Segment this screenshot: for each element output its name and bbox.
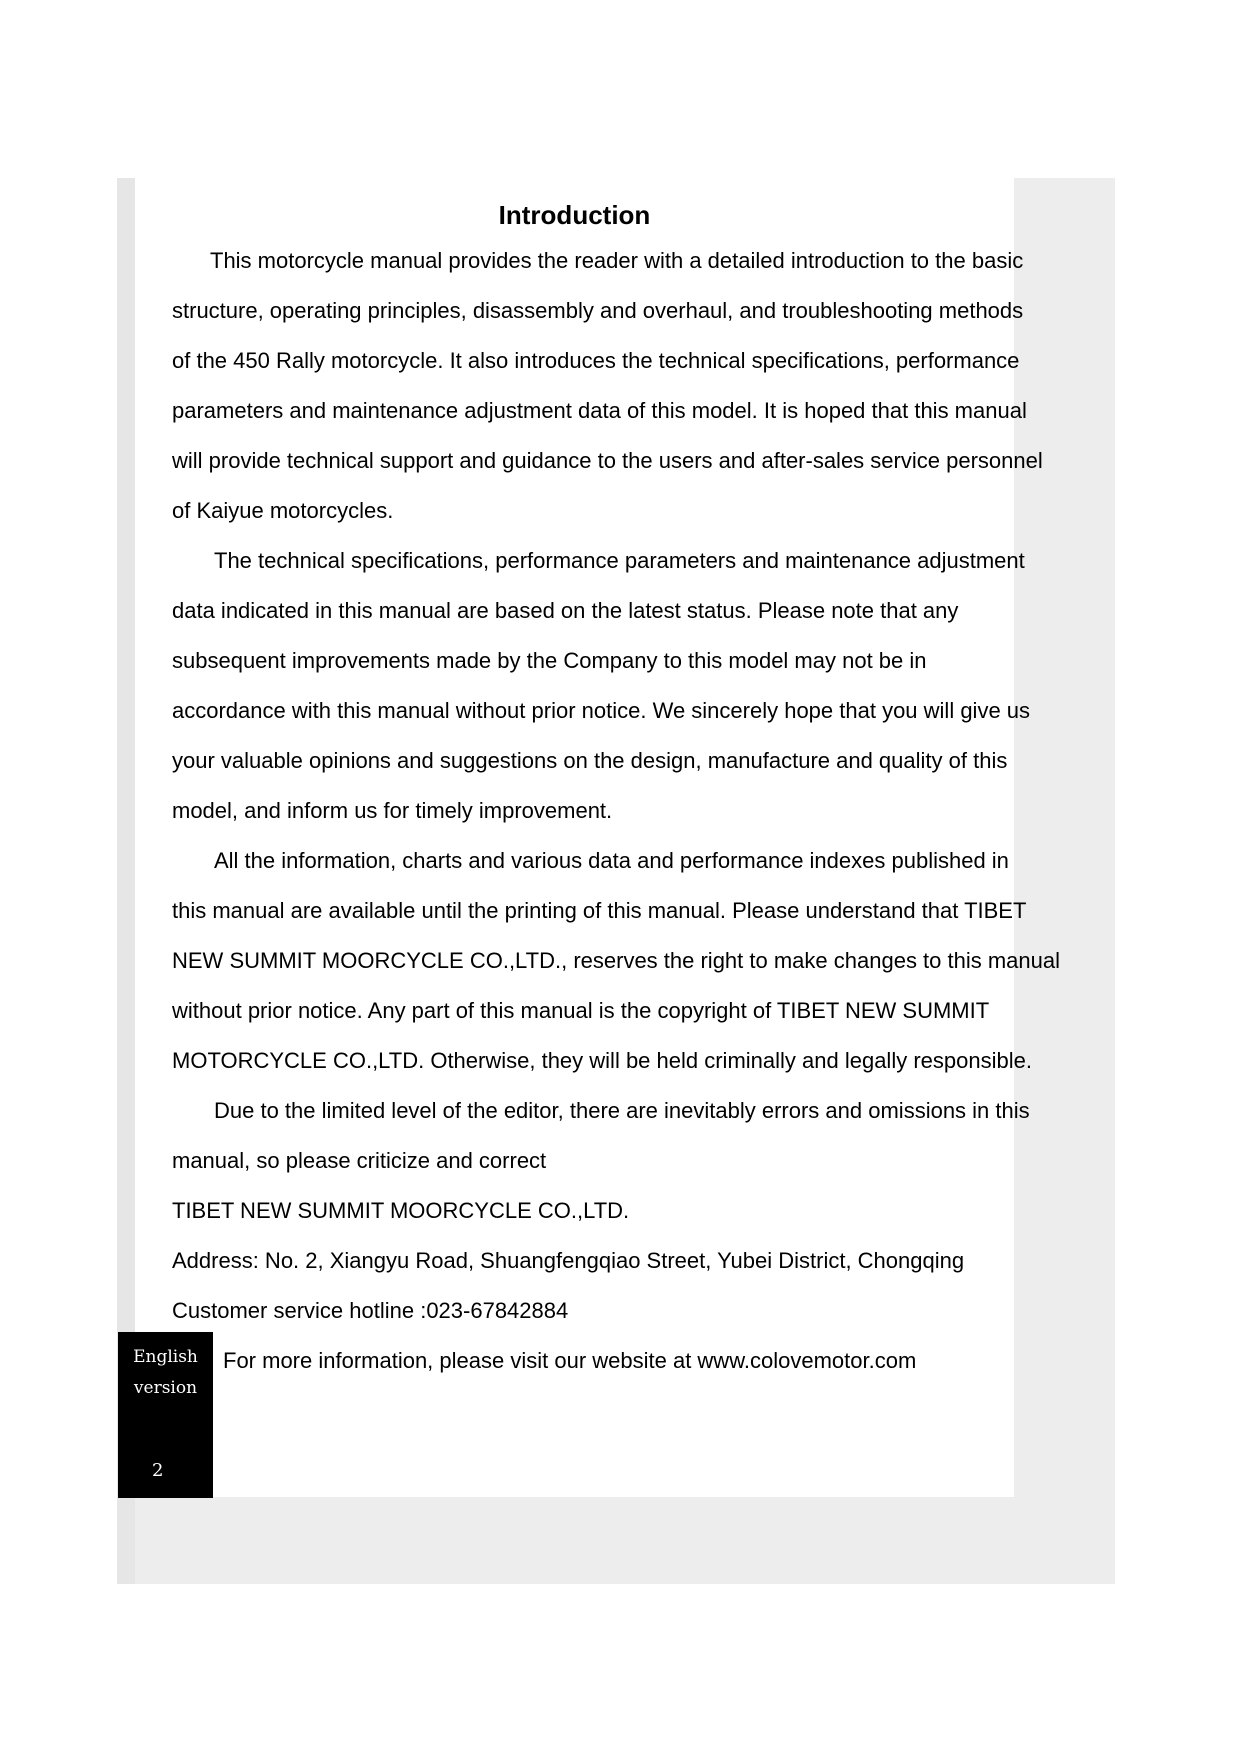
body-line: data indicated in this manual are based on the latest status. Please note that any: [172, 598, 959, 623]
body-line: without prior notice. Any part of this manual is the copyright of TIBET NEW SUMMIT: [172, 998, 990, 1023]
language-page-tab: [118, 1332, 213, 1498]
body-line: Due to the limited level of the editor, there are inevitably errors and omissions in this: [214, 1098, 1030, 1123]
body-line: accordance with this manual without prior notice. We sincerely hope that you will give us: [172, 698, 1031, 723]
body-line: The technical specifications, performance parameters and maintenance adjustment: [214, 548, 1025, 573]
language-label: English version: [133, 1347, 198, 1398]
body-line: structure, operating principles, disassembly and overhaul, and troubleshooting methods: [172, 298, 1024, 323]
customer-hotline: Customer service hotline :023-67842884: [172, 1298, 569, 1323]
page-title: Introduction: [498, 200, 651, 230]
body-line: MOTORCYCLE CO.,LTD. Otherwise, they will be held criminally and legally responsible.: [172, 1048, 1032, 1073]
body-line: this manual are available until the printing of this manual. Please understand that TIBET: [172, 898, 1027, 923]
company-name: TIBET NEW SUMMIT MOORCYCLE CO.,LTD.: [172, 1198, 630, 1223]
page-number: 2: [152, 1460, 164, 1481]
body-line: of Kaiyue motorcycles.: [172, 498, 394, 523]
body-line: model, and inform us for timely improvement.: [172, 798, 613, 823]
body-line: of the 450 Rally motorcycle. It also introduces the technical specifications, performance: [172, 348, 1020, 373]
company-address: Address: No. 2, Xiangyu Road, Shuangfengqiao Street, Yubei District, Chongqing: [172, 1248, 965, 1273]
body-line: manual, so please criticize and correct: [172, 1148, 547, 1173]
body-line: This motorcycle manual provides the reader with a detailed introduction to the basic: [210, 248, 1024, 273]
body-line: will provide technical support and guidance to the users and after-sales service personnel: [172, 448, 1043, 473]
body-line: All the information, charts and various data and performance indexes published in: [214, 848, 1009, 873]
body-line: parameters and maintenance adjustment data of this model. It is hoped that this manual: [172, 398, 1027, 423]
body-line: NEW SUMMIT MOORCYCLE CO.,LTD., reserves the right to make changes to this manual: [172, 948, 1061, 973]
website-info: For more information, please visit our website at www.colovemotor.com: [223, 1348, 917, 1373]
body-line: your valuable opinions and suggestions on the design, manufacture and quality of this: [172, 748, 1008, 773]
body-line: subsequent improvements made by the Company to this model may not be in: [172, 648, 927, 673]
